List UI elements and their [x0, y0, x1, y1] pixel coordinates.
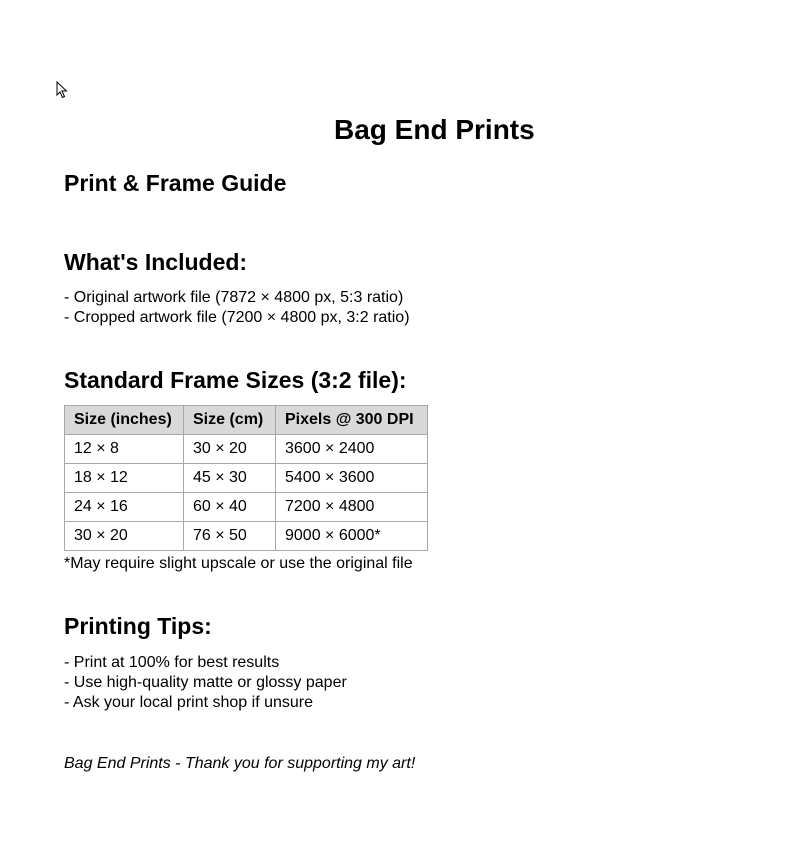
list-item: - Cropped artwork file (7200 × 4800 px, 3:2 ratio) — [64, 309, 410, 326]
table-row — [65, 435, 428, 464]
list-item: - Print at 100% for best results — [64, 654, 280, 671]
list-item: - Ask your local print shop if unsure — [64, 694, 314, 711]
table-footnote: *May require slight upscale or use the original file — [64, 555, 413, 572]
included-heading: What's Included: — [64, 249, 248, 275]
signoff-text: Bag End Prints - Thank you for supporting my art! — [64, 755, 416, 772]
included-list — [64, 288, 410, 328]
column-header-pixels: Pixels @ 300 DPI — [276, 406, 428, 435]
table-cell: 24 × 16 — [65, 493, 184, 522]
table-cell: 3600 × 2400 — [276, 435, 428, 464]
table-cell: 12 × 8 — [65, 435, 184, 464]
printing-tips-heading: Printing Tips: — [64, 613, 212, 639]
list-item: - Original artwork file (7872 × 4800 px, 5:3 ratio) — [64, 289, 404, 306]
table-row — [65, 464, 428, 493]
frame-sizes-heading: Standard Frame Sizes (3:2 file): — [64, 367, 407, 393]
table-cell: 30 × 20 — [65, 522, 184, 551]
table-cell: 60 × 40 — [184, 493, 276, 522]
column-header-cm: Size (cm) — [184, 406, 276, 435]
column-header-inches: Size (inches) — [65, 406, 184, 435]
table-cell: 9000 × 6000* — [276, 522, 428, 551]
printing-tips-list — [64, 653, 347, 713]
table-cell: 30 × 20 — [184, 435, 276, 464]
table-row — [65, 522, 428, 551]
list-item: - Use high-quality matte or glossy paper — [64, 674, 347, 691]
table-row — [65, 493, 428, 522]
document-subtitle: Print & Frame Guide — [64, 170, 287, 196]
table-cell: 5400 × 3600 — [276, 464, 428, 493]
table-cell: 76 × 50 — [184, 522, 276, 551]
table-header-row — [65, 406, 428, 435]
table-cell: 18 × 12 — [65, 464, 184, 493]
table-cell: 7200 × 4800 — [276, 493, 428, 522]
document-title: Bag End Prints — [334, 114, 535, 145]
mouse-pointer-icon — [56, 81, 68, 99]
table-cell: 45 × 30 — [184, 464, 276, 493]
frame-sizes-table — [64, 405, 428, 551]
